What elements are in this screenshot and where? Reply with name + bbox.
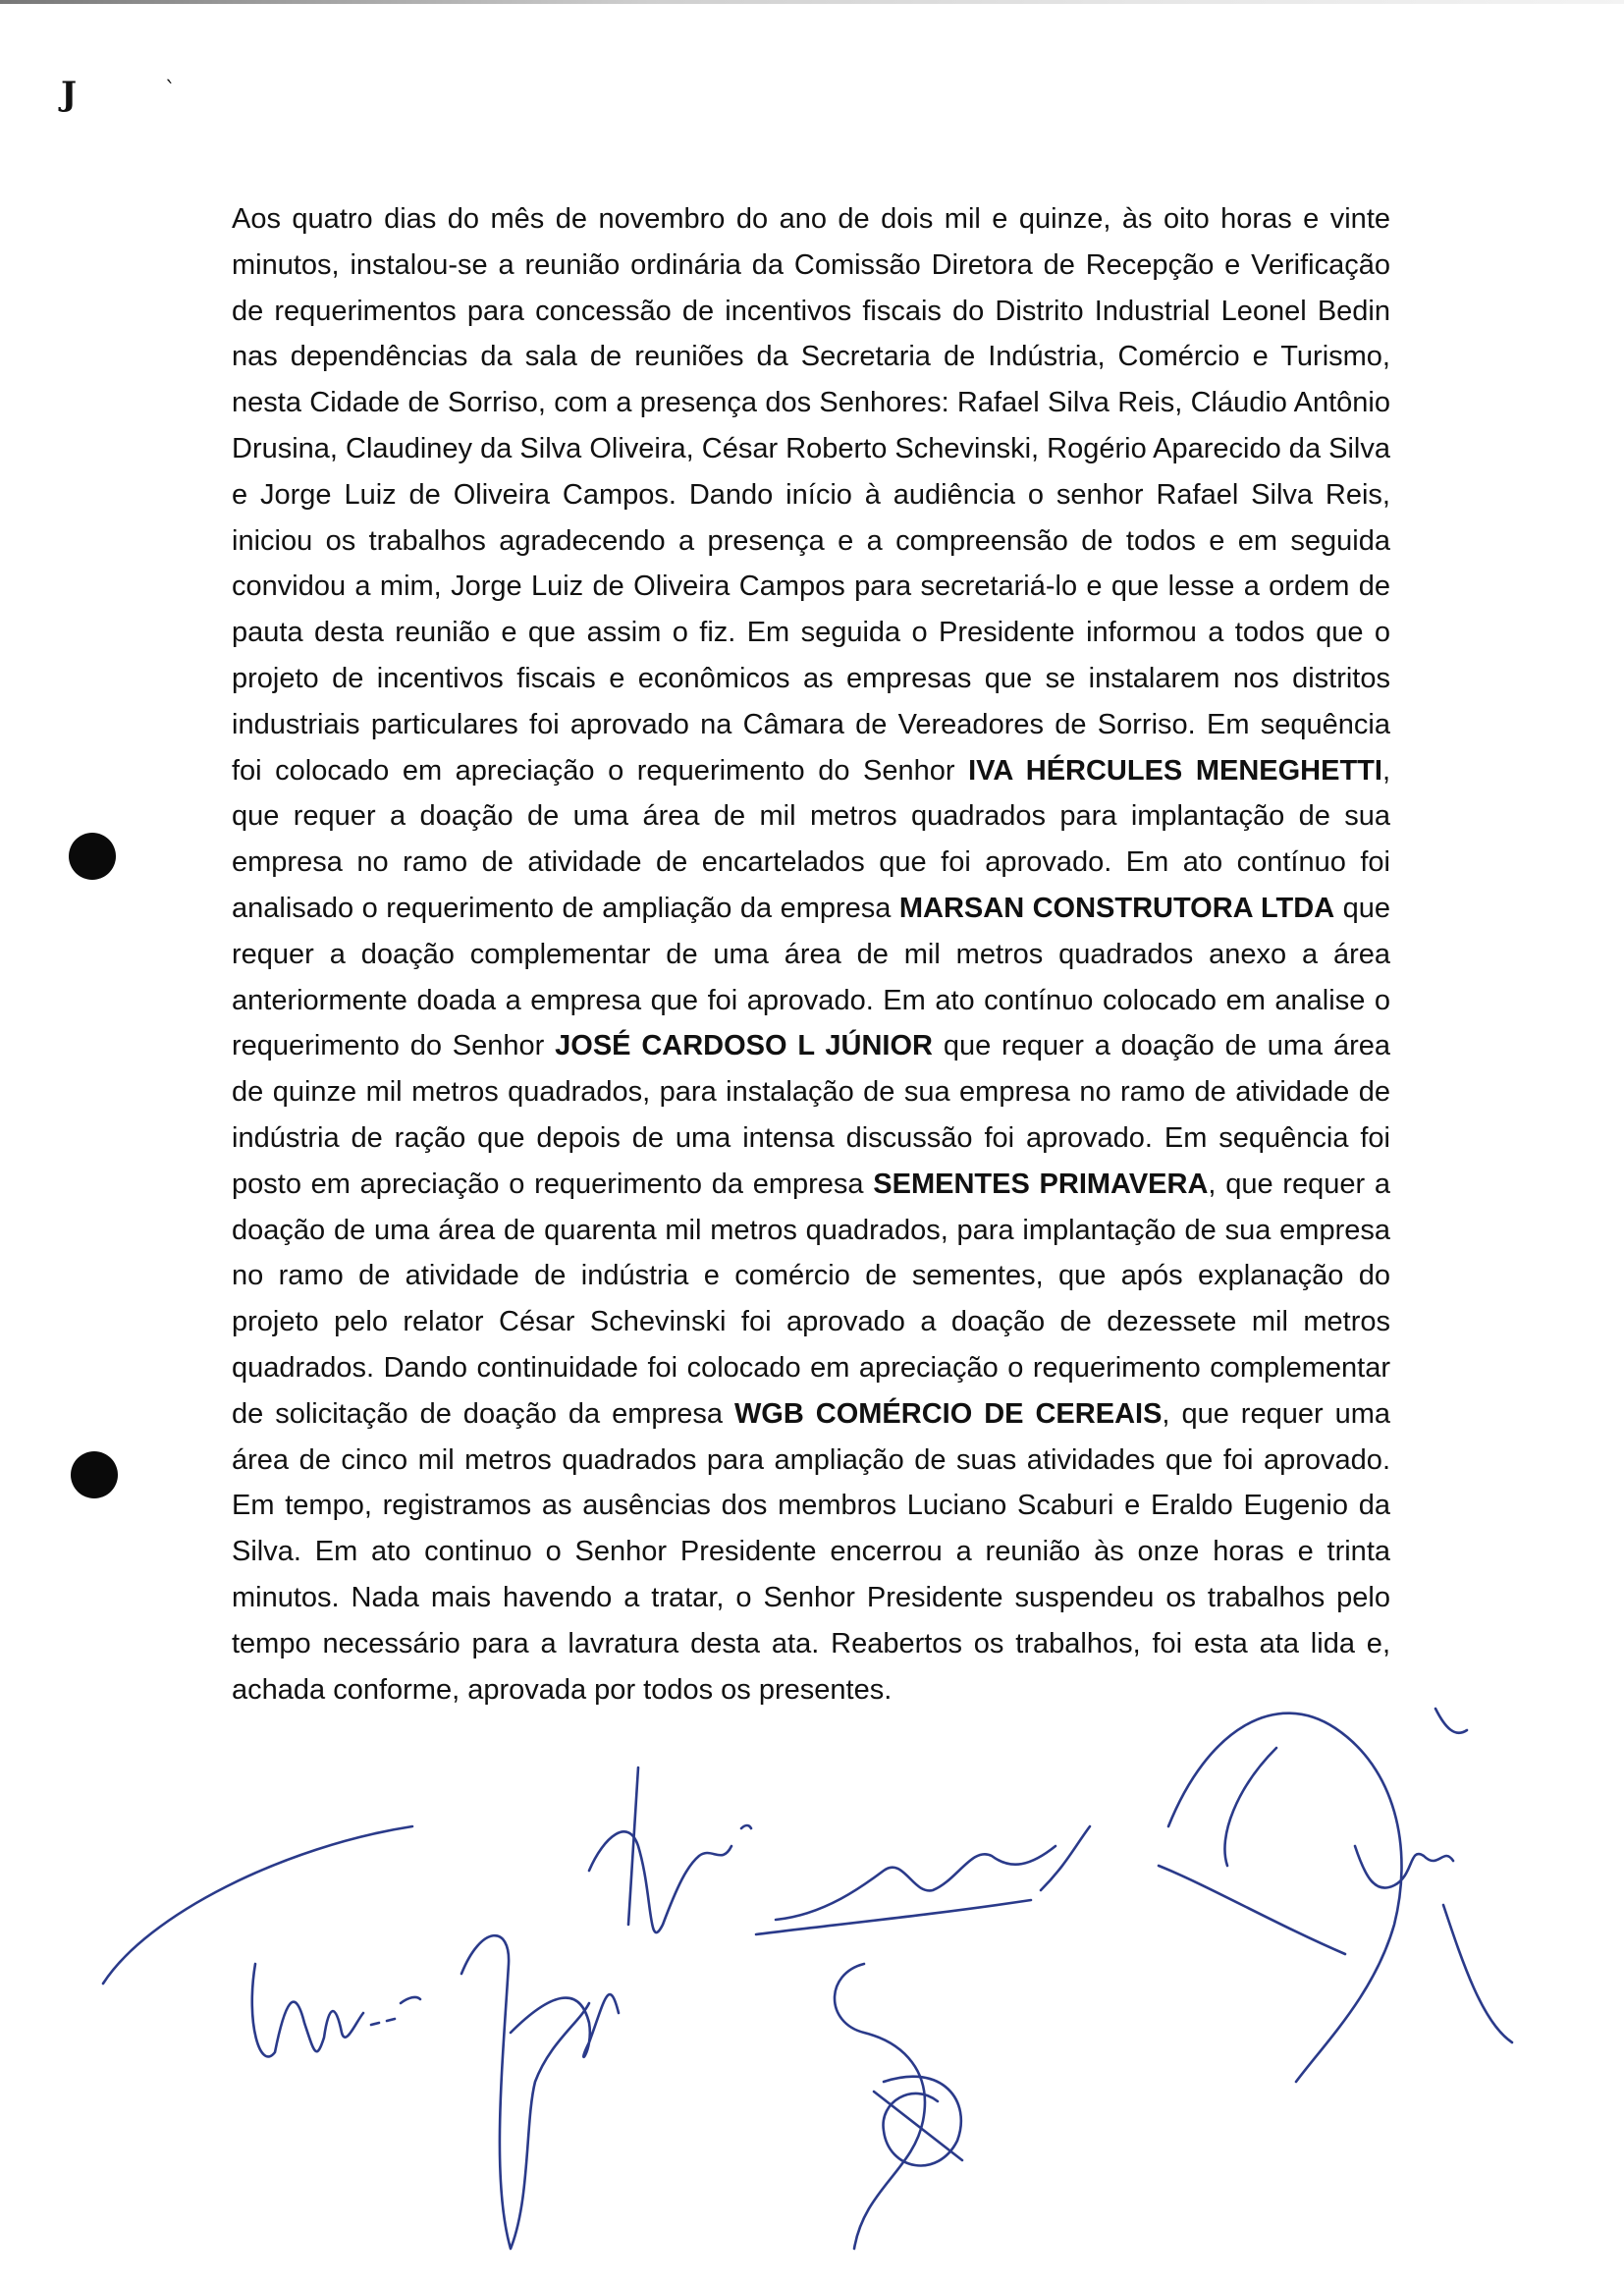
- margin-mark-j: J: [61, 75, 78, 114]
- applicant-name-2: MARSAN CONSTRUTORA LTDA: [898, 892, 1335, 924]
- signature-2: [461, 1767, 751, 2249]
- signature-4: [1159, 1709, 1512, 2082]
- applicant-name-1: IVA HÉRCULES MENEGHETTI: [968, 754, 1382, 787]
- minutes-segment-2: , que requer a doação de uma área de mil metros quadrados para implantação de sua empresa no ramo de atividade de encartelados que foi aprovado. Em ato contínuo foi analisado o requerimento de ampliação da empresa: [232, 754, 1390, 924]
- minutes-segment-6: , que requer uma área de cinco mil metros quadrados para ampliação de suas atividades que foi aprovado. Em tempo, registramos as ausências dos membros Luciano Scaburi e Eraldo Eugenio da Silva. Em ato continuo o Senhor Presidente encerrou a reunião às onze horas e trinta minutos. Nada mais havendo a tratar, o Senhor Presidente suspendeu os trabalhos pelo tempo necessário para a lavratura desta ata. Reabertos os trabalhos, foi esta ata lida e, achada conforme, aprovada por todos os presentes.: [232, 1397, 1391, 1706]
- margin-mark-tick: `: [165, 79, 176, 103]
- applicant-name-3: JOSÉ CARDOSO L JÚNIOR: [555, 1030, 933, 1062]
- minutes-segment-1: Aos quatro dias do mês de novembro do ano de dois mil e quinze, às oito horas e vinte minutos, instalou-se a reunião ordinária da Comissão Diretora de Recepção e Verificação de requerimentos para concessão de incentivos fiscais do Distrito Industrial Leonel Bedin nas dependências da sala de reuniões da Secretaria de Indústria, Comércio e Turismo, nesta Cidade de Sorriso, com a presença dos Senhores: Rafael Silva Reis, Cláudio Antônio Drusina, Claudiney da Silva Oliveira, César Roberto Schevinski, Rogério Aparecido da Silva e Jorge Luiz de Oliveira Campos. Dando início à audiência o senhor Rafael Silva Reis, iniciou os trabalhos agradecendo a presença e a compreensão de todos e em seguida convidou a mim, Jorge Luiz de Oliveira Campos para secretariá-lo e que lesse a ordem de pauta desta reunião e que assim o fiz. Em seguida o Presidente informou a todos que o projeto de incentivos fiscais e econômicos as empresas que se instalarem nos distritos industriais particulares foi aprovado na Câmara de Vereadores de Sorriso. Em sequência foi colocado em apreciação o requerimento do Senhor: [232, 203, 1390, 787]
- applicant-name-5: WGB COMÉRCIO DE CEREAIS: [733, 1397, 1163, 1430]
- minutes-segment-3: que requer a doação complementar de uma área de mil metros quadrados anexo a área anteriormente doada a empresa que foi aprovado. Em ato contínuo colocado em analise o requerimento do Senhor: [232, 892, 1390, 1062]
- minutes-segment-4: que requer a doação de uma área de quinze mil metros quadrados, para instalação de sua empresa no ramo de atividade de indústria de ração que depois de uma intensa discussão foi aprovado. Em sequência foi posto em apreciação o requerimento da empresa: [232, 1030, 1390, 1200]
- applicant-name-4: SEMENTES PRIMAVERA: [873, 1168, 1209, 1200]
- minutes-segment-5: , que requer a doação de uma área de quarenta mil metros quadrados, para implantação de sua empresa no ramo de atividade de indústria e comércio de sementes, que após explanação do projeto pelo relator César Schevinski foi aprovado a doação de dezessete mil metros quadrados. Dando continuidade foi colocado em apreciação o requerimento complementar de solicitação de doação da empresa: [232, 1168, 1390, 1430]
- signature-1: [103, 1826, 420, 2056]
- signature-3: [756, 1826, 1090, 2249]
